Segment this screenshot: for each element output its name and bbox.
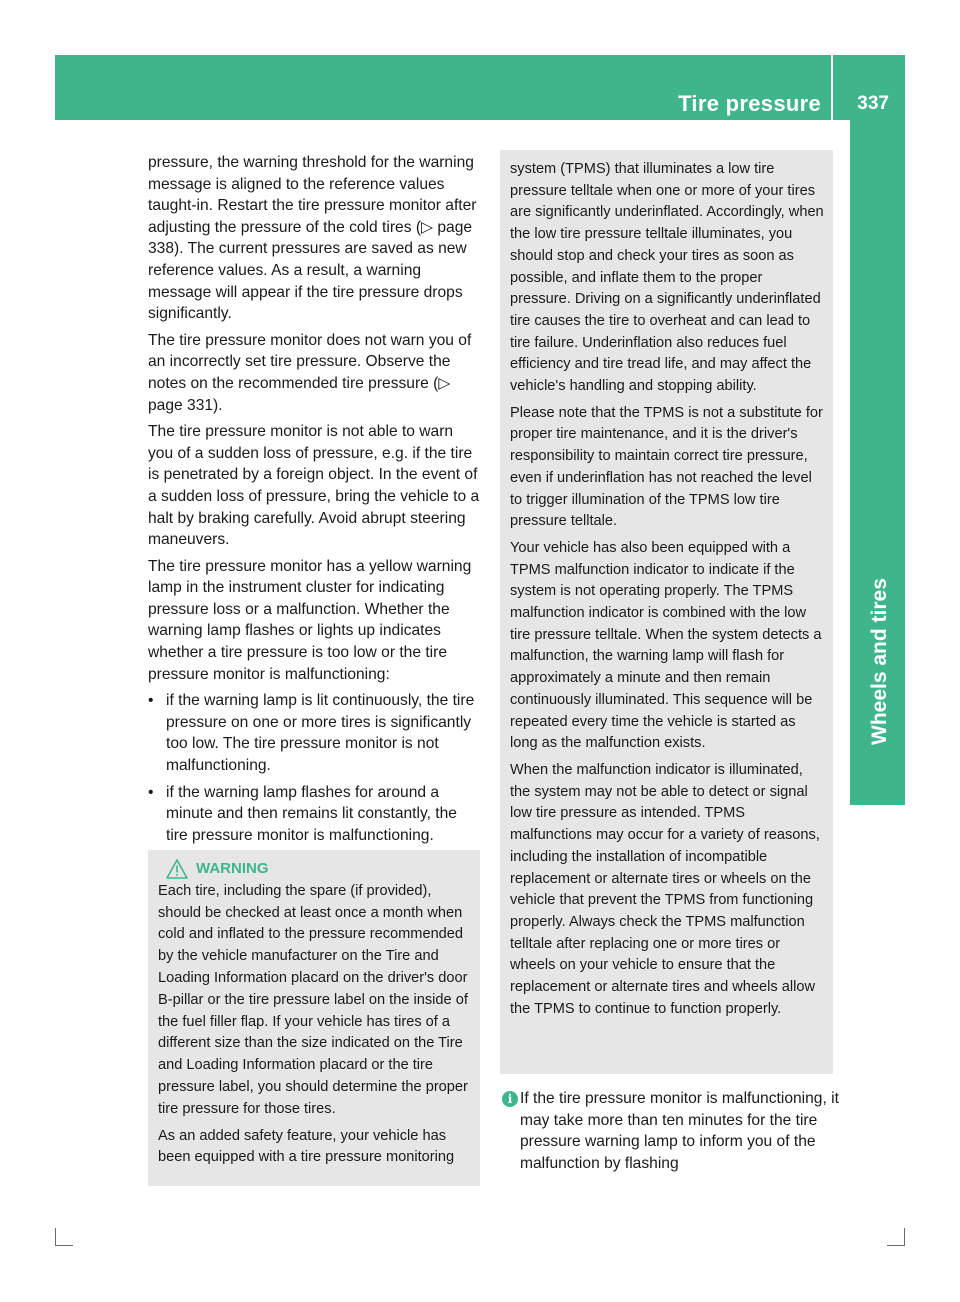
warning-header bbox=[166, 858, 472, 880]
crop-mark-bottom-left-v bbox=[55, 1228, 56, 1246]
section-title: Tire pressure bbox=[678, 91, 821, 116]
info-icon: i bbox=[502, 1091, 518, 1107]
warning-paragraph: Your vehicle has also been equipped with a TPMS malfunction indicator to indicate if the system is not operating properly. The TPMS malfunction indicator is combined with the low tire pressure telltale. When the system detects a malfunction, the warning lamp will flash for approximately a minute and then remain continuously illuminated. This sequence will be repeated every time the vehicle is started as long as the malfunction exists. bbox=[510, 539, 822, 752]
paragraph: The tire pressure monitor has a yellow warning lamp in the instrument cluster for indicating pressure loss or a malfunction. Whether the warning lamp flashes or lights up indicates whether a tire pressure is too low or the tire pressure monitor is malfunctioning: bbox=[148, 557, 472, 683]
warning-triangle-icon bbox=[166, 859, 188, 879]
chapter-tab-text: Wheels and tires bbox=[868, 578, 891, 745]
paragraph: The tire pressure monitor is not able to warn you of a sudden loss of pressure, e.g. if the tire is penetrated by a foreign object. In the event of a sudden loss of pressure, bring the vehicle to a halt by braking carefully. Avoid abrupt steering maneuvers. bbox=[148, 423, 480, 549]
warning-box bbox=[148, 850, 480, 1186]
paragraph: The tire pressure monitor does not warn you of an incorrectly set tire pressure. Observe the notes on the recommended tire pressure (▷ page 331). bbox=[148, 331, 472, 414]
page-number: 337 bbox=[857, 93, 889, 114]
info-note bbox=[500, 1088, 840, 1174]
warning-title: WARNING bbox=[196, 860, 269, 877]
crop-mark-bottom-right-h bbox=[887, 1245, 905, 1246]
header-divider bbox=[831, 55, 833, 120]
bullet-item: • if the warning lamp flashes for around a minute and then remains lit constantly, the tire pressure monitor is malfunctioning. bbox=[148, 782, 481, 847]
chapter-tab-marker bbox=[850, 760, 905, 805]
warning-paragraph: As an added safety feature, your vehicle has been equipped with a tire pressure monitoring bbox=[158, 1127, 455, 1166]
warning-paragraph: system (TPMS) that illuminates a low tire pressure telltale when one or more of your tires are significantly underinflated. Accordingly, when the low tire pressure telltale illuminates, you should stop and check your tires as soon as possible, and inflate them to the proper pressure. Driving on a significantly underinflated tire causes the tire to overheat and can lead to tire failure. Underinflation also reduces fuel efficiency and tire tread life, and may affect the vehicle's handling and stopping ability. bbox=[510, 161, 824, 395]
warning-paragraph: Please note that the TPMS is not a substitute for proper tire maintenance, and it is the driver's responsibility to maintain correct tire pressure, even if underinflation has not reached the level to trigger illumination of the TPMS low tire pressure telltale. bbox=[510, 404, 823, 530]
paragraph: pressure, the warning threshold for the warning message is aligned to the reference values taught-in. Restart the tire pressure monitor after adjusting the pressure of the cold tires (▷ page 338). The current pressures are saved as new reference values. As a result, a warning message will appear if the tire pressure drops significantly. bbox=[148, 154, 477, 323]
warning-paragraph: Each tire, including the spare (if provided), should be checked at least once a month when cold and inflated to the pressure recommended by the vehicle manufacturer on the Tire and Loading Information placard on the driver's door B-pillar or the tire pressure label on the inside of the fuel filler flap. If your vehicle has tires of a different size than the size indicated on the Tire and Loading Information placard or the tire pressure label, you should determine the proper tire pressure for those tires. bbox=[158, 882, 468, 1117]
info-text: If the tire pressure monitor is malfunctioning, it may take more than ten minutes for the tire pressure warning lamp to inform you of the malfunction by flashing bbox=[520, 1090, 839, 1172]
bullet-item: • if the warning lamp is lit continuously, the tire pressure on one or more tires is significantly too low. The tire pressure monitor is not malfunctioning. bbox=[148, 690, 481, 776]
left-column bbox=[148, 152, 481, 851]
warning-box-continued bbox=[500, 150, 833, 1074]
crop-mark-bottom-right-v bbox=[904, 1228, 905, 1246]
crop-mark-bottom-left-h bbox=[55, 1245, 73, 1246]
page-header bbox=[55, 55, 905, 120]
warning-paragraph: When the malfunction indicator is illuminated, the system may not be able to detect or signal low tire pressure as intended. TPMS malfunctions may occur for a variety of reasons, including the installation of incompatible replacement or alternate tires or wheels on the vehicle that prevent the TPMS from functioning properly. Always check the TPMS malfunction telltale after replacing one or more tires or wheels on your vehicle to ensure that the replacement or alternate tires and wheels allow the TPMS to continue to function properly. bbox=[510, 761, 820, 1017]
